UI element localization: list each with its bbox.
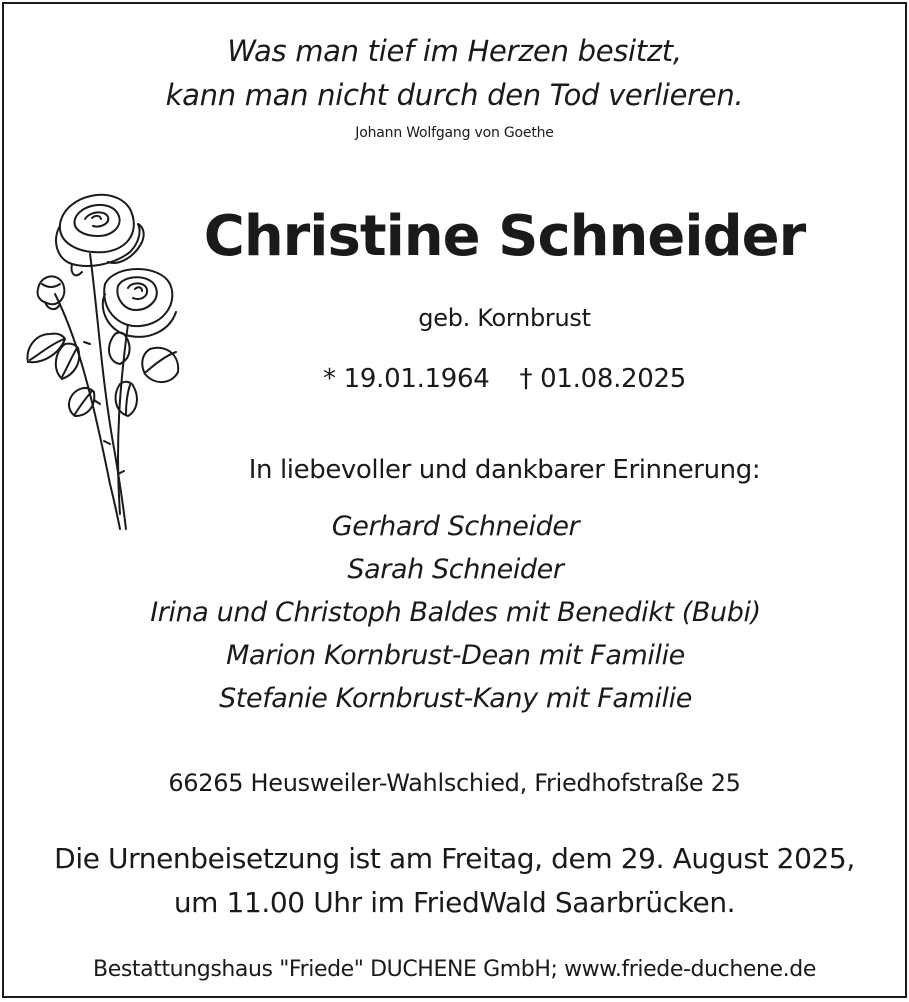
birth-date: * 19.01.1964 xyxy=(322,364,490,394)
birth-name: geb. Kornbrust xyxy=(418,304,591,332)
life-dates xyxy=(4,364,905,394)
funeral-home-footer: Bestattungshaus "Friede" DUCHENE GmbH; www.friede-duchene.de xyxy=(93,957,816,982)
death-date: † 01.08.2025 xyxy=(519,364,687,394)
obituary-notice xyxy=(2,2,907,998)
mourner-name: Irina und Christoph Baldes mit Benedikt (Bubi) xyxy=(150,597,761,628)
mourner-name: Stefanie Kornbrust-Kany mit Familie xyxy=(219,683,692,714)
quote-line-2: kann man nicht durch den Tod verlieren. xyxy=(165,78,744,112)
deceased-name: Christine Schneider xyxy=(203,204,806,269)
mourner-name: Marion Kornbrust-Dean mit Familie xyxy=(226,640,685,671)
mourner-name: Sarah Schneider xyxy=(347,554,564,585)
family-address: 66265 Heusweiler-Wahlschied, Friedhofstraße 25 xyxy=(168,769,741,797)
quote-line-1: Was man tief im Herzen besitzt, xyxy=(227,34,682,68)
funeral-info-line-2: um 11.00 Uhr im FriedWald Saarbrücken. xyxy=(173,886,736,919)
mourner-name: Gerhard Schneider xyxy=(331,511,580,542)
funeral-info-line-1: Die Urnenbeisetzung ist am Freitag, dem 29. August 2025, xyxy=(54,842,855,875)
quote-author: Johann Wolfgang von Goethe xyxy=(355,125,554,141)
remembrance-intro: In liebevoller und dankbarer Erinnerung: xyxy=(248,455,761,485)
